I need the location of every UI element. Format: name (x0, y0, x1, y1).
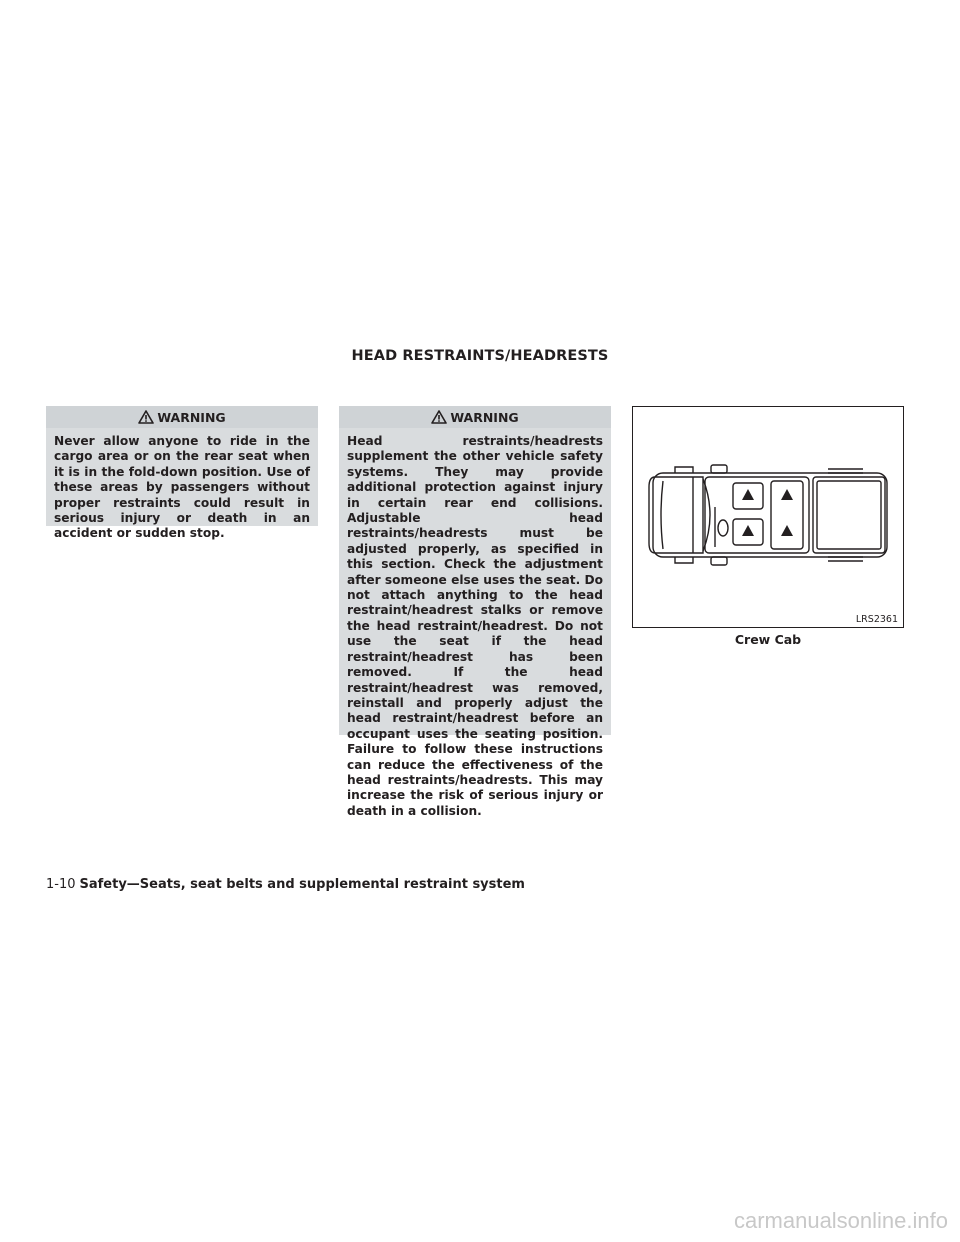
warning-header (46, 406, 318, 428)
warning-triangle-icon (138, 410, 154, 424)
page-footer (46, 877, 525, 892)
page-number: 1-10 (46, 877, 76, 892)
crew-cab-figure (632, 406, 904, 628)
section-title: HEAD RESTRAINTS/HEADRESTS (351, 348, 609, 364)
warning-text: Head restraints/headrests supplement the other vehicle safety systems. They may provide additional protection against injury in certain rear end collisions. Adjustable head restraints/headrests must be adjusted properly, as specified in this section. Check the adjustment after someone else uses the seat. Do not attach anything to the head restraint/headrest stalks or remove the head restraint/headrest. Do not use the seat if the head restraint/headrest has been removed. If the head restraint/headrest was removed, reinstall and properly adjust the head restraint/headrest before an occupant uses the seating position. Failure to follow these instructions can reduce the effectiveness of the head restraints/headrests. This may increase the risk of serious injury or death in a collision. (347, 434, 603, 818)
warning-label: WARNING (450, 409, 519, 425)
warning-header (339, 406, 611, 428)
warning-label: WARNING (157, 409, 226, 425)
figure-caption: Crew Cab (734, 632, 802, 647)
figure-code: LRS2361 (855, 614, 898, 625)
truck-top-view-diagram (633, 407, 903, 627)
warning-text: Never allow anyone to ride in the cargo area or on the rear seat when it is in the fold-down position. Use of these areas by passengers without proper restraints could result in serious injury or death in an accident or sudden stop. (54, 434, 310, 541)
warning-box-cargo (46, 406, 318, 541)
chapter-title: Safety—Seats, seat belts and supplemental restraint system (79, 877, 525, 892)
warning-box-head-restraints (339, 406, 611, 818)
warning-triangle-icon (431, 410, 447, 424)
watermark: carmanualsonline.info (733, 1208, 948, 1233)
